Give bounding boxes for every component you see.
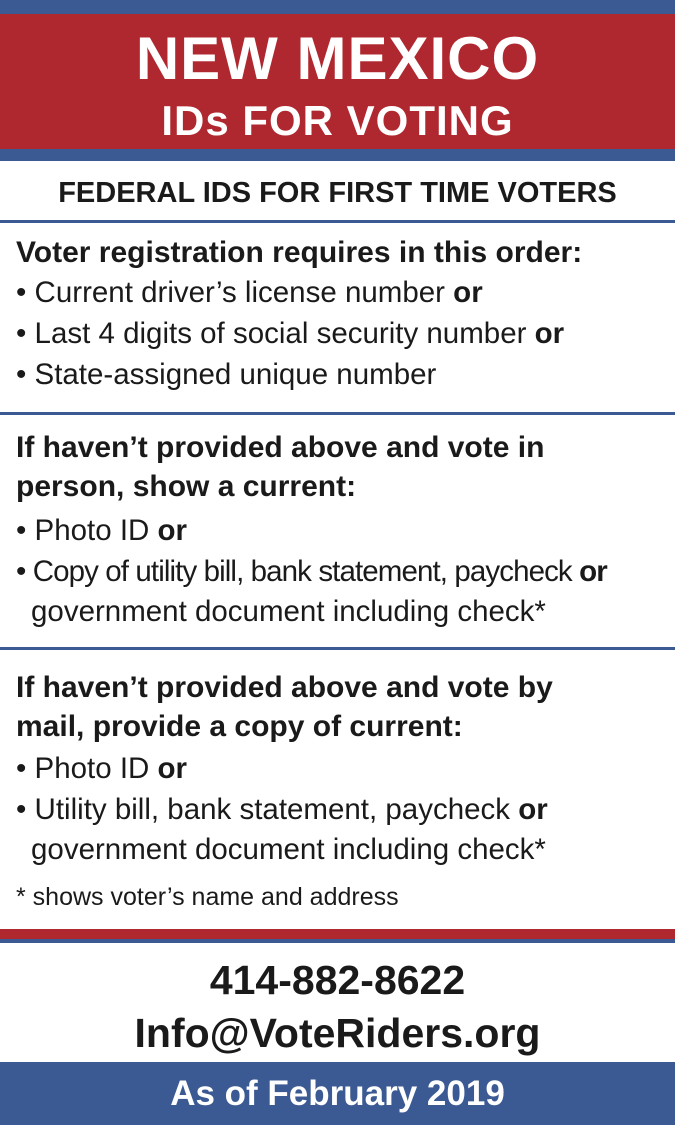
registration-section [16, 233, 665, 395]
list-item [16, 272, 665, 313]
bullet: • [16, 317, 27, 350]
by-mail-section [16, 668, 665, 914]
item-text: Copy of utility bill, bank statement, paycheck [32, 555, 572, 588]
item-text: Photo ID [34, 752, 150, 785]
as-of-date: As of February 2019 [170, 1074, 505, 1113]
title-banner [0, 14, 675, 149]
divider [0, 220, 675, 223]
or-label: or [579, 555, 607, 588]
footnote: * shows voter’s name and address [16, 883, 399, 911]
bottom-blue-stripe [0, 939, 675, 943]
page-subtitle: IDs FOR VOTING [161, 97, 514, 144]
or-label: or [453, 276, 483, 309]
item-text: State-assigned unique number [34, 358, 437, 391]
bullet: • [16, 555, 26, 588]
list-item [16, 354, 665, 395]
by-mail-heading-line1: If haven’t provided above and vote by [16, 671, 553, 704]
list-item [16, 748, 665, 789]
top-blue-stripe [0, 0, 675, 14]
page-title: NEW MEXICO [135, 25, 540, 92]
list-item [16, 510, 665, 551]
list-item [16, 313, 665, 354]
bullet: • [16, 276, 27, 309]
phone-number[interactable]: 414-882-8622 [209, 957, 466, 1003]
in-person-heading-line1: If haven’t provided above and vote in [16, 431, 545, 464]
or-label: or [534, 317, 565, 350]
registration-heading: Voter registration requires in this order: [16, 236, 583, 269]
divider [0, 647, 675, 650]
list-item [16, 551, 665, 592]
item-continuation: government document including check* [31, 595, 546, 628]
item-text: Last 4 digits of social security number [34, 317, 527, 350]
footer-banner [0, 1062, 675, 1125]
by-mail-heading-line2: mail, provide a copy of current: [16, 710, 463, 743]
item-text: Photo ID [34, 514, 150, 547]
or-label: or [157, 514, 188, 547]
or-label: or [157, 752, 188, 785]
contact-block [0, 955, 675, 1058]
email-address[interactable]: Info@VoteRiders.org [134, 1010, 541, 1056]
divider [0, 412, 675, 415]
item-continuation: government document including check* [31, 833, 546, 866]
list-item [16, 789, 665, 830]
bullet: • [16, 514, 27, 547]
or-label: or [518, 793, 548, 826]
in-person-heading-line2: person, show a current: [16, 470, 357, 503]
section-subtitle: FEDERAL IDS FOR FIRST TIME VOTERS [58, 177, 617, 209]
in-person-section [16, 428, 665, 632]
bullet: • [16, 793, 27, 826]
bottom-red-stripe [0, 929, 675, 939]
header-blue-stripe [0, 149, 675, 161]
item-text: Utility bill, bank statement, paycheck [34, 793, 511, 826]
bullet: • [16, 358, 27, 391]
bullet: • [16, 752, 27, 785]
item-text: Current driver’s license number [34, 276, 445, 309]
